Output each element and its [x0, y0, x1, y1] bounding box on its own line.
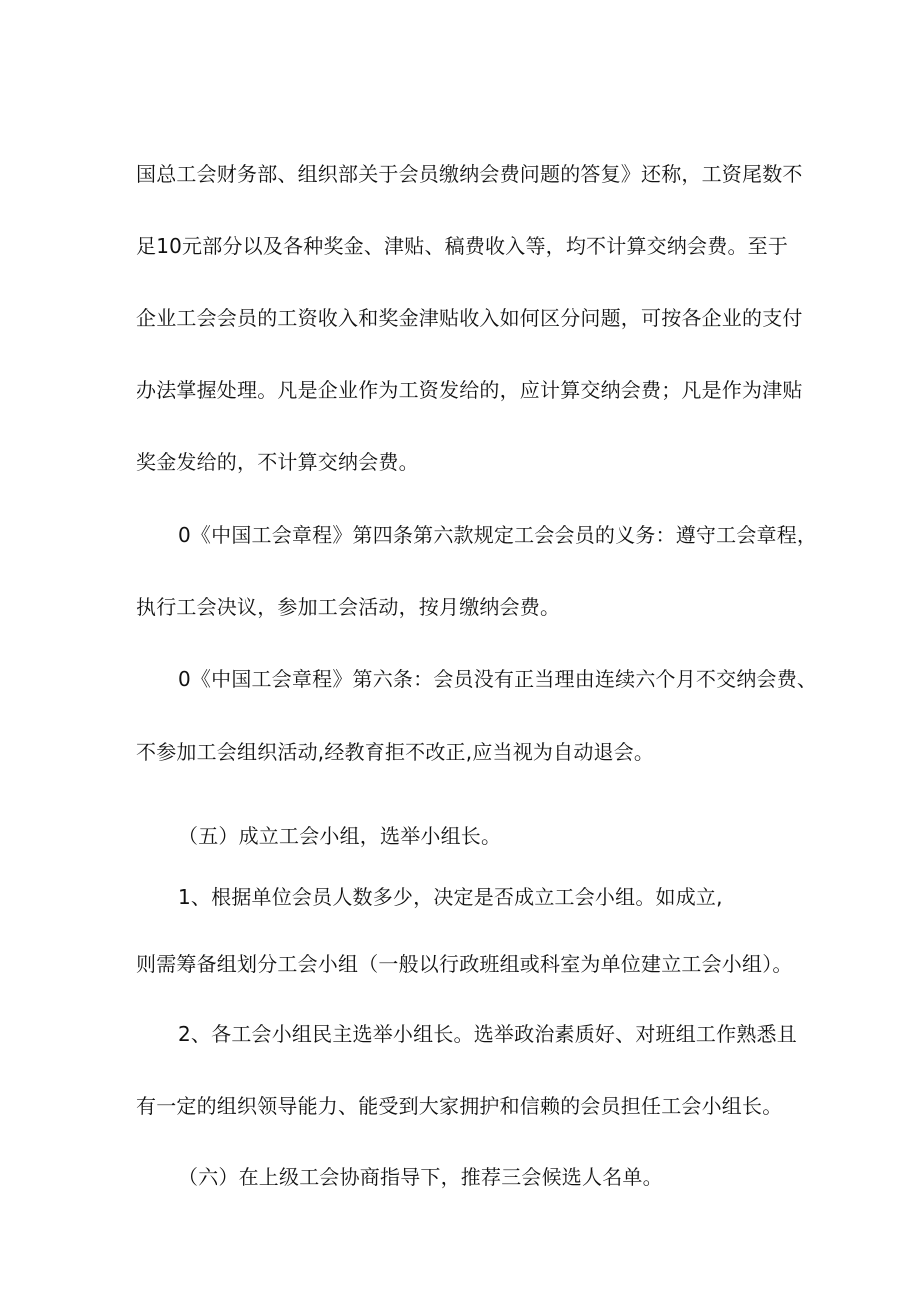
text-line: 企业工会会员的工资收入和奖金津贴收入如何区分问题，可按各企业的支付: [136, 306, 803, 330]
text-line: 有一定的组织领导能力、能受到大家拥护和信赖的会员担任工会小组长。: [136, 1094, 783, 1118]
text-line: 奖金发给的，不计算交纳会费。: [136, 450, 419, 474]
text-line: 1、根据单位会员人数多少，决定是否成立工会小组。如成立,: [178, 885, 723, 909]
text-line: 2、各工会小组民主选举小组长。选举政治素质好、对班组工作熟悉且: [178, 1022, 797, 1046]
text-line: 执行工会决议，参加工会活动，按月缴纳会费。: [136, 595, 561, 619]
text-line: 足10元部分以及各种奖金、津贴、稿费收入等，均不计算交纳会费。至于: [136, 234, 789, 258]
section-heading: （五）成立工会小组，选举小组长。: [178, 824, 502, 848]
text-line: 0《中国工会章程》第六条：会员没有正当理由连续六个月不交纳会费、: [178, 667, 818, 691]
text-line: 0《中国工会章程》第四条第六款规定工会会员的义务：遵守工会章程，: [178, 523, 818, 547]
text-line: 则需筹备组划分工会小组（一般以行政班组或科室为单位建立工会小组）。: [136, 952, 793, 976]
text-line: 办法掌握处理。凡是企业作为工资发给的，应计算交纳会费；凡是作为津贴: [136, 378, 803, 402]
section-heading: （六）在上级工会协商指导下，推荐三会候选人名单。: [178, 1165, 663, 1189]
text-line: 国总工会财务部、组织部关于会员缴纳会费问题的答复》还称，工资尾数不: [136, 162, 803, 186]
text-line: 不参加工会组织活动,经教育拒不改正,应当视为自动退会。: [136, 740, 655, 764]
